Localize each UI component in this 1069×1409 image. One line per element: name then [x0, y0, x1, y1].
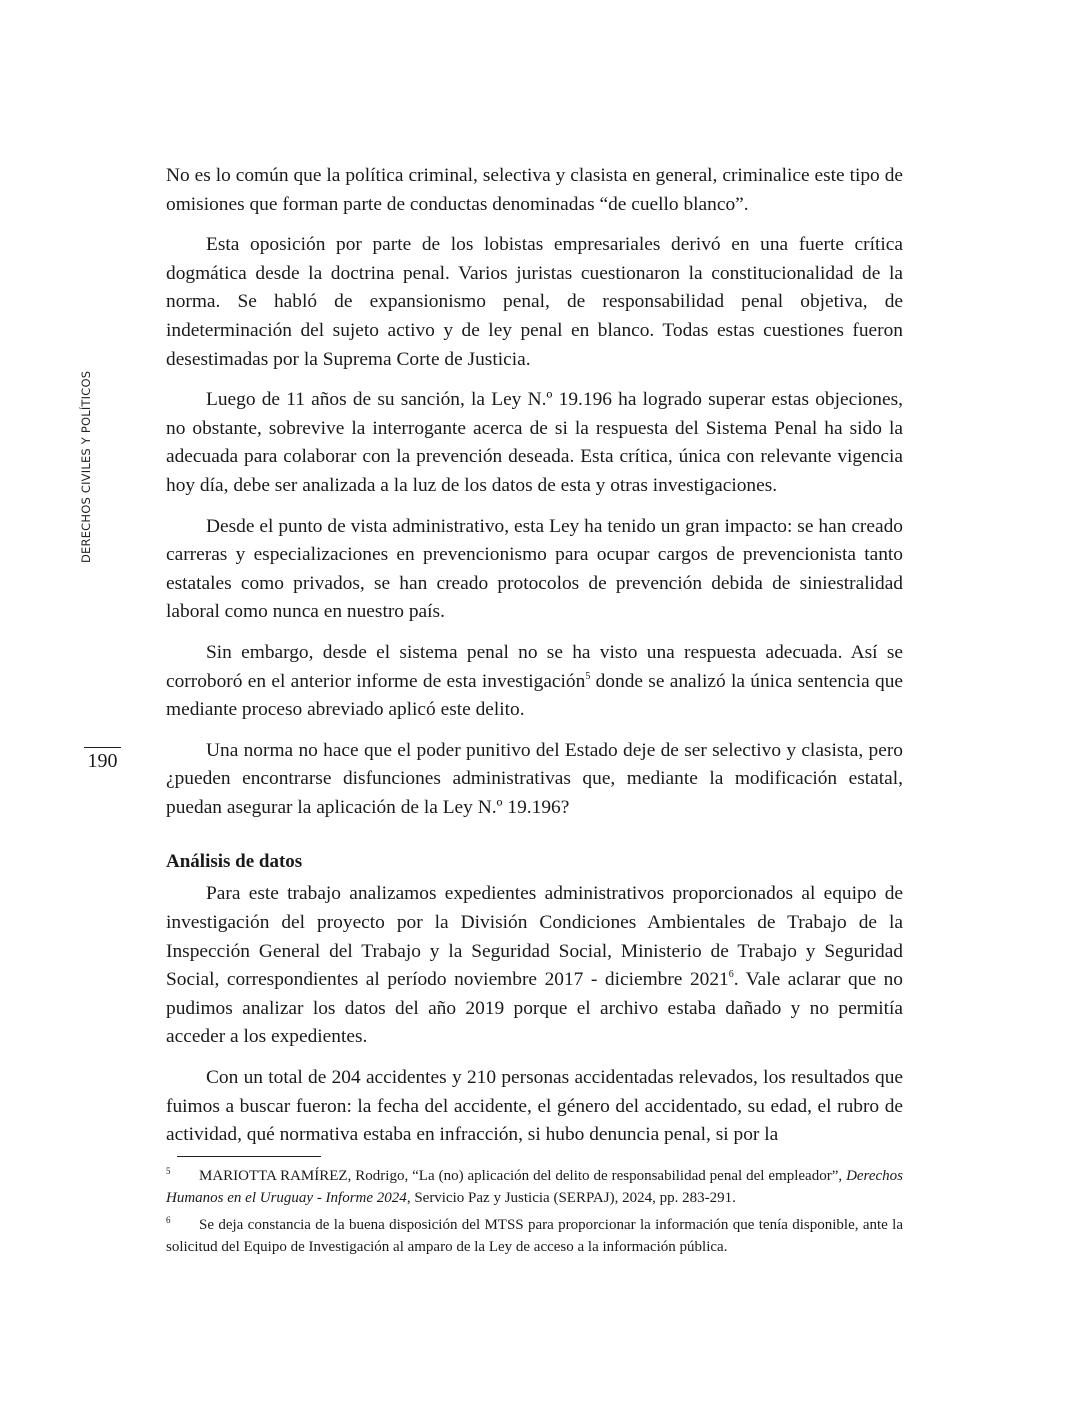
paragraph: No es lo común que la política criminal, selectiva y clasista en general, criminalice este tipo de omisiones que forman parte de conductas denominadas “de cuello blanco”. — [166, 165, 903, 215]
page-number-rule — [84, 747, 121, 748]
body-text — [166, 162, 903, 1162]
paragraph: Con un total de 204 accidentes y 210 personas accidentadas relevados, los resultados que fuimos a buscar fueron: la fecha del accidente, el género del accidentado, su edad, el rubro de actividad, qué normativa estaba en infracción, si hubo denuncia penal, si por la — [166, 1067, 903, 1146]
footnote-italic-title: Derechos Humanos en el Uruguay - Informe 2024 — [166, 1168, 903, 1206]
footnote-text: Se deja constancia de la buena disposición del MTSS para proporcionar la información que tenía disponible, ante la solicitud del Equipo de Investigación al amparo de la Ley de acceso a la información pública. — [166, 1217, 903, 1255]
page-number: 190 — [87, 750, 118, 772]
footnotes — [166, 1160, 903, 1258]
paragraph-text: . Vale aclarar que no pudimos analizar los datos del año 2019 porque el archivo estaba dañado y no permitía acceder a los expedientes. — [166, 969, 903, 1048]
paragraph: Desde el punto de vista administrativo, esta Ley ha tenido un gran impacto: se han creado carreras y especializaciones en prevencionismo para ocupar cargos de prevencionista tanto estatales como privados, se han creado protocolos de prevención debida de siniestralidad laboral como nunca en nuestro país. — [166, 515, 903, 623]
paragraph — [166, 880, 903, 1052]
paragraph-text: donde se analizó la única sentencia que mediante proceso abreviado aplicó este delito. — [166, 670, 903, 721]
paragraph: Esta oposición por parte de los lobistas empresariales derivó en una fuerte crítica dogmática desde la doctrina penal. Varios juristas cuestionaron la constitucionalidad de la norma. Se habló de expansionismo penal, de responsabilidad penal objetiva, de indeterminación del sujeto activo y de ley penal en blanco. Todas estas cuestiones fueron desestimadas por la Suprema Corte de Justicia. — [166, 234, 903, 370]
footnote — [166, 1160, 903, 1209]
paragraph — [166, 639, 903, 725]
footnote-number: 5 — [166, 1166, 171, 1176]
footnote-separator — [177, 1156, 321, 1157]
paragraph: Luego de 11 años de su sanción, la Ley N.º 19.196 ha logrado superar estas objeciones, no obstante, sobrevive la interrogante acerca de si la respuesta del Sistema Penal ha sido la adecuada para colaborar con la prevención deseada. Esta crítica, única con relevante vigencia hoy día, debe ser analizada a la luz de los datos de esta y otras investigaciones. — [166, 389, 903, 496]
footnote-text: MARIOTTA RAMÍREZ, Rodrigo, “La (no) aplicación del delito de responsabilidad penal del empleador”, — [199, 1168, 847, 1184]
running-head: DERECHOS CIVILES Y POLÍTICOS — [79, 370, 93, 563]
footnote-number: 6 — [166, 1215, 171, 1225]
footnote-ref[interactable]: 6 — [728, 969, 734, 981]
footnote — [166, 1209, 903, 1258]
footnote-ref[interactable]: 5 — [585, 670, 591, 682]
section-heading: Análisis de datos — [166, 851, 303, 873]
paragraph-text: Para este trabajo analizamos expedientes administrativos proporcionados al equipo de investigación del proyecto por la División Condiciones Ambientales de Trabajo de la Inspección General del Trabajo y la Seguridad Social, Ministerio de Trabajo y Seguridad Social, correspondientes al período noviembre 2017 - diciembre 2021 — [166, 883, 903, 991]
paragraph-text: Sin embargo, desde el sistema penal no se ha visto una respuesta adecuada. Así se corroboró en el anterior informe de esta investigación — [166, 641, 903, 692]
paragraph: Una norma no hace que el poder punitivo del Estado deje de ser selectivo y clasista, pero ¿pueden encontrarse disfunciones administrativas que, mediante la modificación estatal, puedan asegurar la aplicación de la Ley N.º 19.196? — [166, 739, 903, 818]
footnote-text: , Servicio Paz y Justicia (SERPAJ), 2024, pp. 283-291. — [406, 1190, 736, 1206]
